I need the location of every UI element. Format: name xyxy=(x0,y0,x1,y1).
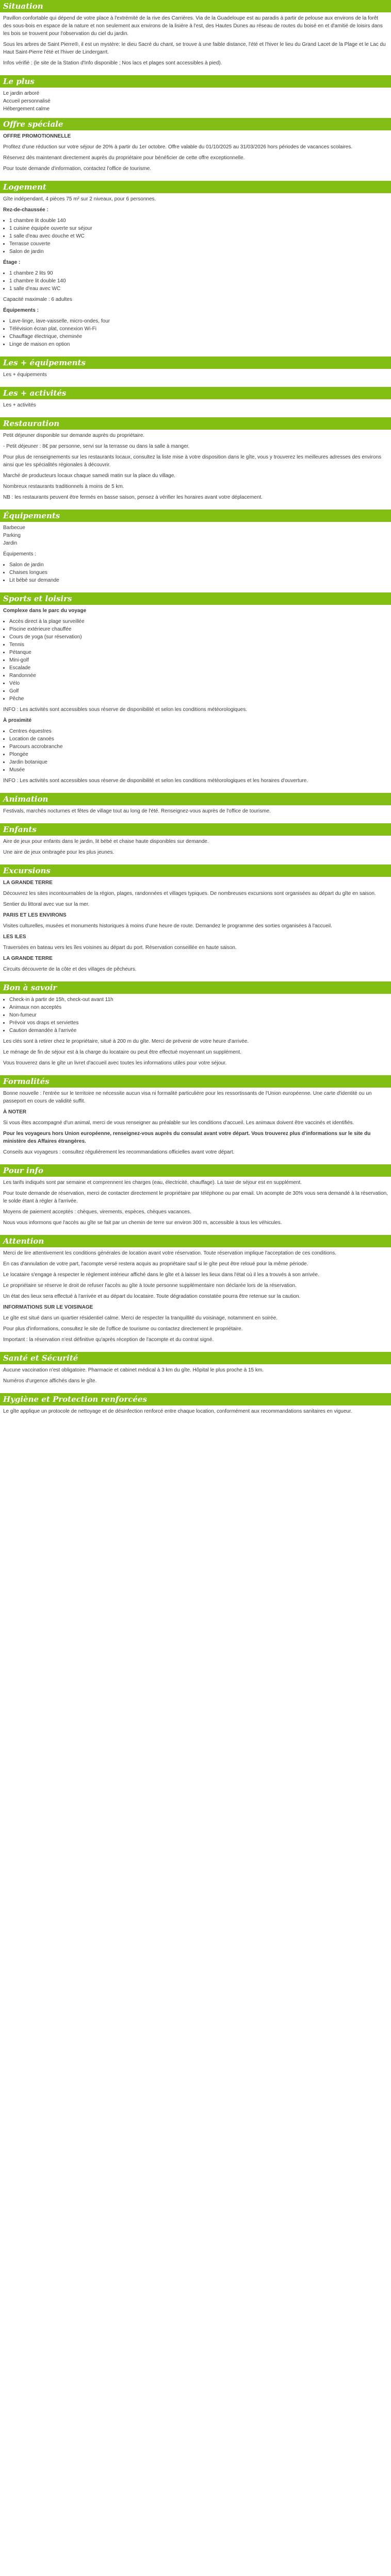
equipements-plus-text: Les + équipements xyxy=(3,372,47,378)
enfants-header: Enfants xyxy=(0,823,391,836)
situation-content xyxy=(0,12,391,75)
bon-savoir-paragraph: Vous trouverez dans le gîte un livret d'accueil avec toutes les informations utiles pour votre séjour. xyxy=(3,1060,227,1066)
attention-paragraph: En cas d'annulation de votre part, l'acompte versé restera acquis au propriétaire sauf si le gîte peut être reloué pour la même période. xyxy=(3,1261,308,1267)
logement-item: • Terrasse couverte xyxy=(9,240,388,248)
logement-item: • 1 chambre lit double 140 xyxy=(9,217,388,225)
formalites-heading: À NOTER xyxy=(3,1109,26,1115)
excursion-paragraph: Sentier du littoral avec vue sur la mer. xyxy=(3,902,90,907)
restauration-paragraph: NB : les restaurants peuvent être fermés en basse saison, pensez à vérifier les horaires avant votre déplacement. xyxy=(3,495,263,500)
sports-list-2 xyxy=(3,727,388,774)
restauration-paragraph: Marché de producteurs locaux chaque samedi matin sur la place du village. xyxy=(3,473,176,479)
animation-content xyxy=(0,805,391,823)
bon-savoir-item: • Caution demandée à l'arrivée xyxy=(9,1027,388,1035)
sport-nearby-item: • Plongée xyxy=(9,751,388,758)
formalites-paragraph: Pour les voyageurs hors Union européenne, renseignez-vous auprès du consulat avant votre départ. Vous trouverez plus d'informations sur le site du ministère des Affaires étrangères. xyxy=(3,1131,371,1144)
sport-nearby-item: • Location de canoës xyxy=(9,735,388,743)
sante-content xyxy=(0,1364,391,1393)
offre-paragraph: Pour toute demande d'information, contactez l'office de tourisme. xyxy=(3,166,152,172)
sport-item: • Accès direct à la plage surveillée xyxy=(9,618,388,625)
sports-note: INFO : Les activités sont accessibles sous réserve de disponibilité et selon les conditions météorologiques et les horaires d'ouverture. xyxy=(3,778,308,784)
equipements-content xyxy=(0,522,391,592)
sport-item: • Tennis xyxy=(9,641,388,649)
sport-item: • Escalade xyxy=(9,664,388,672)
sport-item: • Cours de yoga (sur réservation) xyxy=(9,633,388,641)
logement-equip-item: • Linge de maison en option xyxy=(9,341,388,348)
pour-info-paragraph: Les tarifs indiqués sont par semaine et comprennent les charges (eau, électricité, chauffage). La taxe de séjour est en supplément. xyxy=(3,1180,302,1185)
restauration-content xyxy=(0,430,391,510)
logement-floor-item: • 1 salle d'eau avec WC xyxy=(9,285,388,293)
restauration-header: Restauration xyxy=(0,417,391,430)
logement-capacity: Capacité maximale : 6 adultes xyxy=(3,297,72,302)
attention-heading: INFORMATIONS SUR LE VOISINAGE xyxy=(3,1304,93,1310)
sports-header: Sports et loisirs xyxy=(0,592,391,605)
bon-savoir-item: • Check-in à partir de 15h, check-out avant 11h xyxy=(9,996,388,1004)
le-plus-content xyxy=(0,88,391,118)
excursion-heading: LES ILES xyxy=(3,934,26,940)
formalites-paragraph: Si vous êtes accompagné d'un animal, merci de vous renseigner au préalable sur les conditions d'accueil. Les animaux doivent être vaccinés et identifiés. xyxy=(3,1120,354,1126)
situation-header: Situation xyxy=(0,0,391,12)
formalites-paragraph: Bonne nouvelle : l'entrée sur le territoire ne nécessite aucun visa ni formalité particulière pour les ressortissants de l'Union européenne. Une carte d'identité ou un passeport en cours de validité suffit. xyxy=(3,1091,372,1104)
excursion-heading: LA GRANDE TERRE xyxy=(3,880,53,886)
le-plus-item: Accueil personnalisé xyxy=(3,98,51,104)
equipement-sub-item: • Chaises longues xyxy=(9,569,388,577)
equipements-plus-header: Les + équipements xyxy=(0,357,391,369)
sport-nearby-item: • Jardin botanique xyxy=(9,758,388,766)
activites-plus-content xyxy=(0,399,391,417)
attention-paragraph: Merci de lire attentivement les conditions générales de location avant votre réservation. Toute réservation implique l'acceptation de ces conditions. xyxy=(3,1250,336,1256)
sports-list-1 xyxy=(3,618,388,703)
attention-paragraph: Important : la réservation n'est définitive qu'après réception de l'acompte et du contrat signé. xyxy=(3,1337,214,1343)
sport-nearby-item: • Parcours accrobranche xyxy=(9,743,388,751)
pour-info-content xyxy=(0,1177,391,1235)
bon-savoir-list xyxy=(3,996,388,1035)
pour-info-paragraph: Nous vous informons que l'accès au gîte se fait par un chemin de terre sur environ 300 m, accessible à tous les véhicules. xyxy=(3,1220,282,1226)
equipements-sub: Équipements : xyxy=(3,551,36,557)
logement-item: • 1 cuisine équipée ouverte sur séjour xyxy=(9,225,388,232)
pour-info-paragraph: Moyens de paiement acceptés : chèques, virements, espèces, chèques vacances. xyxy=(3,1209,191,1215)
equipements-plus-content xyxy=(0,369,391,387)
restauration-paragraph: - Petit déjeuner : 8€ par personne, servi sur la terrasse ou dans la salle à manger. xyxy=(3,444,190,449)
attention-paragraph: Pour plus d'informations, consultez le site de l'office de tourisme ou contactez directement le propriétaire. xyxy=(3,1326,243,1332)
excursions-content xyxy=(0,877,391,981)
offre-speciale-content xyxy=(0,130,391,181)
situation-paragraph: Infos vérifié : (le site de la Station d'Info disponible ; Nos lacs et plages sont accessibles à pied). xyxy=(3,60,222,66)
logement-item: • 1 salle d'eau avec douche et WC xyxy=(9,232,388,240)
excursion-paragraph: Visites culturelles, musées et monuments historiques à moins d'une heure de route. Demandez le programme des sorties organisées à l'accueil. xyxy=(3,923,332,929)
restauration-paragraph: Petit déjeuner disponible sur demande auprès du propriétaire. xyxy=(3,433,145,438)
sante-paragraph: Numéros d'urgence affichés dans le gîte. xyxy=(3,1378,97,1384)
sport-nearby-item: • Musée xyxy=(9,766,388,774)
logement-intro: Gîte indépendant, 4 pièces 75 m² sur 2 niveaux, pour 6 personnes. xyxy=(3,196,156,202)
sante-header: Santé et Sécurité xyxy=(0,1352,391,1364)
attention-paragraph: Un état des lieux sera effectué à l'arrivée et au départ du locataire. Toute dégradation constatée pourra être retenue sur la caution. xyxy=(3,1294,301,1299)
restauration-paragraph: Nombreux restaurants traditionnels à moins de 5 km. xyxy=(3,484,124,489)
sports-sub1: Complexe dans le parc du voyage xyxy=(3,608,87,614)
le-plus-header: Le plus xyxy=(0,75,391,88)
bon-savoir-item: • Prévoir vos draps et serviettes xyxy=(9,1019,388,1027)
le-plus-item: Hébergement calme xyxy=(3,106,50,112)
attention-content xyxy=(0,1247,391,1352)
excursions-header: Excursions xyxy=(0,865,391,877)
le-plus-item: Le jardin arboré xyxy=(3,91,40,96)
attention-paragraph: Le propriétaire se réserve le droit de refuser l'accès au gîte à toute personne supplémentaire non déclarée lors de la réservation. xyxy=(3,1283,297,1289)
sport-item: • Randonnée xyxy=(9,672,388,680)
bon-savoir-paragraph: Le ménage de fin de séjour est à la charge du locataire ou peut être effectué moyennant un supplément. xyxy=(3,1049,241,1055)
equipement-item: Jardin xyxy=(3,540,18,546)
excursion-paragraph: Circuits découverte de la côte et des villages de pêcheurs. xyxy=(3,967,137,972)
excursion-paragraph: Découvrez les sites incontournables de la région, plages, randonnées et villages typiques. De nombreuses excursions sont organisées au départ du gîte en saison. xyxy=(3,891,376,896)
sport-item: • Pêche xyxy=(9,695,388,703)
sport-item: • Golf xyxy=(9,687,388,695)
logement-equip-item: • Télévision écran plat, connexion Wi-Fi xyxy=(9,325,388,333)
enfants-content xyxy=(0,836,391,865)
equipements-header: Équipements xyxy=(0,510,391,522)
attention-paragraph: Le locataire s'engage à respecter le règlement intérieur affiché dans le gîte et à laisser les lieux dans l'état où il les a trouvés à son arrivée. xyxy=(3,1272,319,1278)
logement-equip-list xyxy=(3,317,388,348)
logement-equip-title: Équipements : xyxy=(3,308,39,313)
activites-plus-text: Les + activités xyxy=(3,402,36,408)
enfants-paragraph: Aire de jeux pour enfants dans le jardin, lit bébé et chaise haute disponibles sur demande. xyxy=(3,839,209,844)
logement-sub: Rez-de-chaussée : xyxy=(3,207,48,213)
sports-note: INFO : Les activités sont accessibles sous réserve de disponibilité et selon les conditions météorologiques. xyxy=(3,707,248,713)
bon-savoir-paragraph: Les clés sont à retirer chez le propriétaire, situé à 200 m du gîte. Merci de prévenir de votre heure d'arrivée. xyxy=(3,1039,249,1044)
bon-savoir-item: • Animaux non acceptés xyxy=(9,1004,388,1011)
logement-header: Logement xyxy=(0,181,391,193)
sport-item: • Mini-golf xyxy=(9,656,388,664)
restauration-paragraph: Pour plus de renseignements sur les restaurants locaux, consultez la liste mise à votre disposition dans le gîte, vous y trouverez les meilleures adresses des environs ainsi que les spécialités régionales à découvrir. xyxy=(3,454,382,468)
formalites-content xyxy=(0,1088,391,1164)
sports-content xyxy=(0,605,391,793)
formalites-header: Formalités xyxy=(0,1075,391,1088)
sante-paragraph: Aucune vaccination n'est obligatoire. Pharmacie et cabinet médical à 3 km du gîte. Hôpital le plus proche à 15 km. xyxy=(3,1367,264,1373)
excursion-heading: LA GRANDE TERRE xyxy=(3,956,53,961)
sports-sub2: À proximité xyxy=(3,718,32,723)
logement-list xyxy=(3,217,388,256)
offre-paragraph: Profitez d'une réduction sur votre séjour de 20% à partir du 1er octobre. Offre valable du 01/10/2025 au 31/03/2026 hors périodes de vacances scolaires. xyxy=(3,144,353,150)
sport-nearby-item: • Centres équestres xyxy=(9,727,388,735)
logement-floor: Étage : xyxy=(3,260,21,265)
offre-speciale-header: Offre spéciale xyxy=(0,118,391,130)
bon-savoir-header: Bon à savoir xyxy=(0,981,391,994)
logement-content xyxy=(0,193,391,357)
offre-paragraph: Réservez dès maintenant directement auprès du propriétaire pour bénéficier de cette offre exceptionnelle. xyxy=(3,155,245,161)
activites-plus-header: Les + activités xyxy=(0,387,391,399)
equipement-sub-item: • Salon de jardin xyxy=(9,561,388,569)
equipement-item: Barbecue xyxy=(3,525,25,531)
pour-info-header: Pour info xyxy=(0,1164,391,1177)
equipements-sub-list xyxy=(3,561,388,584)
bon-savoir-content xyxy=(0,994,391,1075)
attention-header: Attention xyxy=(0,1235,391,1247)
logement-equip-item: • Lave-linge, lave-vaisselle, micro-ondes, four xyxy=(9,317,388,325)
logement-floor-list xyxy=(3,269,388,293)
sport-item: • Vélo xyxy=(9,680,388,687)
logement-floor-item: • 1 chambre lit double 140 xyxy=(9,277,388,285)
equipement-sub-item: • Lit bébé sur demande xyxy=(9,577,388,584)
offre-label: OFFRE PROMOTIONNELLE xyxy=(3,133,71,139)
formalites-paragraph: Conseils aux voyageurs : consultez régulièrement les recommandations officielles avant votre départ. xyxy=(3,1149,235,1155)
excursion-paragraph: Traversées en bateau vers les îles voisines au départ du port. Réservation conseillée en haute saison. xyxy=(3,945,237,951)
sport-item: • Piscine extérieure chauffée xyxy=(9,625,388,633)
equipement-item: Parking xyxy=(3,533,21,538)
logement-floor-item: • 1 chambre 2 lits 90 xyxy=(9,269,388,277)
hygiene-content xyxy=(0,1405,391,1423)
pour-info-paragraph: Pour toute demande de réservation, merci de contacter directement le propriétaire par téléphone ou par email. Un acompte de 30% vous sera demandé à la réservation, le solde étant à régler à l'arrivée. xyxy=(3,1191,388,1204)
enfants-paragraph: Une aire de jeux ombragée pour les plus jeunes. xyxy=(3,850,115,855)
hygiene-header: Hygiène et Protection renforcées xyxy=(0,1393,391,1405)
bon-savoir-item: • Non-fumeur xyxy=(9,1011,388,1019)
situation-paragraph: Pavillon confortable qui dépend de votre place à l'extrémité de la rive des Carrières. Via de la Guadeloupe est au paradis à partir de pelouse aux environs de la forêt des sous-bois en espace de la nature et non seulement aux environs de la lisière à l'est, des Hautes Dunes au réseau de routes du boisé en et d'amitié de loisirs dans les bois se trouvent pour l'observation du ciel du jardin. xyxy=(3,15,383,37)
sport-item: • Pétanque xyxy=(9,649,388,656)
situation-paragraph: Sous les arbres de Saint Pierre®, il est un mystère: le dieu Sacré du chant, se trouve à une faible distance, l'été et l'hiver le lieu du Grand Lacet de la Plage et le Lac du Haut Saint-Pierre l'été et l'hiver de Lindergarrt. xyxy=(3,42,386,55)
animation-header: Animation xyxy=(0,793,391,805)
attention-paragraph: Le gîte est situé dans un quartier résidentiel calme. Merci de respecter la tranquillité du voisinage, notamment en soirée. xyxy=(3,1315,278,1321)
logement-item: • Salon de jardin xyxy=(9,248,388,256)
excursion-heading: PARIS ET LES ENVIRONS xyxy=(3,912,67,918)
logement-equip-item: • Chauffage électrique, cheminée xyxy=(9,333,388,341)
animation-text: Festivals, marchés nocturnes et fêtes de village tout au long de l'été. Renseignez-vous auprès de l'office de tourisme. xyxy=(3,808,271,814)
hygiene-paragraph: Le gîte applique un protocole de nettoyage et de désinfection renforcé entre chaque location, conformément aux recommandations sanitaires en vigueur. xyxy=(3,1409,352,1414)
